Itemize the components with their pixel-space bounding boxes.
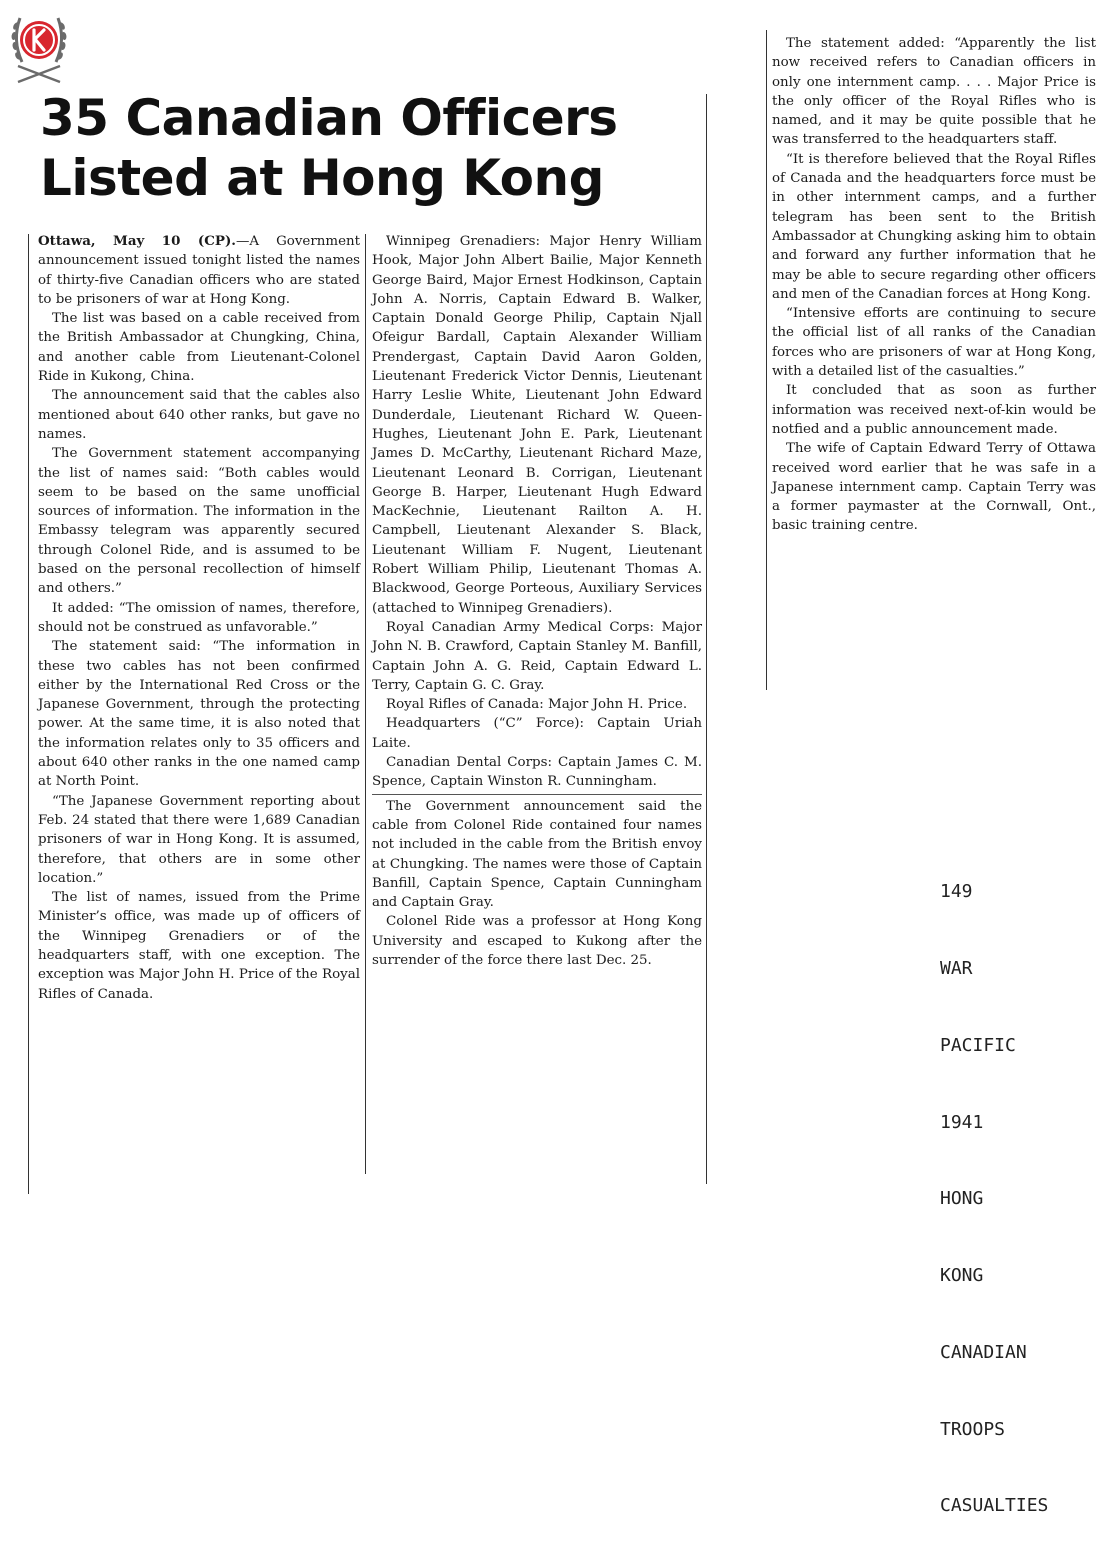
paragraph: Royal Canadian Army Medical Corps: Major John N. B. Crawford, Captain Stanley M. Banfill, Captain John A. G. Reid, Captain Edward L. Terry, Captain G. C. Gray. [372, 619, 702, 693]
column-rule-right [706, 94, 707, 1184]
paragraph: The announcement said that the cables also mentioned about 640 other ranks, but gave no names. [38, 388, 360, 442]
tag-line: CASUALTIES [940, 1495, 1049, 1517]
paragraph: Headquarters (“C” Force): Captain Uriah Laite. [372, 716, 702, 751]
column-rule-middle [365, 234, 366, 1174]
paragraph: Ottawa, May 10 (CP).—A Government announcement issued tonight listed the names of thirty-five Canadian officers who are stated to be prisoners of war at Hong Kong. [38, 233, 360, 307]
tag-line: KONG [940, 1265, 984, 1287]
paragraph: Royal Rifles of Canada: Major John H. Price. [386, 697, 688, 713]
column-rule-left [28, 234, 29, 1194]
paragraph: “The Japanese Government reporting about Feb. 24 stated that there were 1,689 Canadian prisoners of war in Hong Kong. It is assumed, therefore, that others are in some other location.” [38, 793, 360, 886]
article-column-1 [38, 232, 360, 1004]
k-laurel-logo-icon [8, 6, 70, 88]
headline [40, 88, 710, 208]
tag-line: CANADIAN [940, 1341, 1027, 1363]
archive-tags [940, 828, 1048, 1545]
paragraph: Canadian Dental Corps: Captain James C. M. Spence, Captain Winston R. Cunningham. [372, 755, 702, 790]
article-column-3 [772, 34, 1096, 536]
paragraph: “It is therefore believed that the Royal Rifles of Canada and the headquarters force must be in other internment camps, and a further telegram has been sent to the British Ambassador at Chungking asking him to obtain and forward any further information that he may be able to secure regarding other officers and men of the Canadian forces at Hong Kong. [772, 151, 1096, 302]
paragraph: The statement added: “Apparently the list now received refers to Canadian officers in only one internment camp. . . . Major Price is the only officer of the Royal Rifles who is named, and it may be quite possible that he was transferred to the headquarters staff. [772, 36, 1096, 148]
dateline: Ottawa, May 10 (CP). [38, 233, 236, 249]
paragraph: The wife of Captain Edward Terry of Ottawa received word earlier that he was safe in a Japanese internment camp. Captain Terry was a former paymaster at the Cornwall, Ont., basic training centre. [772, 441, 1096, 534]
tag-line: 1941 [940, 1111, 984, 1133]
article-column-2 [372, 232, 702, 970]
paragraph: The list was based on a cable received from the British Ambassador at Chungking, China, and another cable from Lieutenant-Colonel Ride in Kukong, China. [38, 311, 360, 385]
tag-line: HONG [940, 1188, 984, 1210]
divider [372, 794, 702, 795]
tag-number: 149 [940, 881, 973, 903]
paragraph: It added: “The omission of names, therefore, should not be construed as unfavorable.” [38, 600, 360, 635]
column-rule-far [766, 30, 767, 690]
paragraph: “Intensive efforts are continuing to secure the official list of all ranks of the Canadian forces who are prisoners of war at Hong Kong, with a detailed list of the casualties.” [772, 306, 1096, 380]
paragraph: The Government statement accompanying the list of names said: “Both cables would seem to be based on the same unofficial sources of information. The information in the Embassy telegram was apparently secured through Colonel Ride, and is assumed to be based on the personal recollection of himself and others.” [38, 446, 360, 597]
headline-line-1: 35 Canadian Officers [40, 89, 618, 147]
headline-line-2: Listed at Hong Kong [40, 149, 604, 207]
paragraph: It concluded that as soon as further information was received next-of-kin would be notfied and a public announcement made. [772, 383, 1096, 437]
tag-line: TROOPS [940, 1418, 1006, 1440]
tag-line: WAR [940, 957, 973, 979]
article-clipping-left [28, 84, 710, 1184]
paragraph: The statement said: “The information in these two cables has not been confirmed either by the International Red Cross or the Japanese Government, through the protecting power. At the same time, it is also noted that the information relates only to 35 officers and about 640 other ranks in the one named camp at North Point. [38, 639, 360, 790]
paragraph: Winnipeg Grenadiers: Major Henry William Hook, Major John Albert Bailie, Major Kenneth George Baird, Major Ernest Hodkinson, Captain John A. Norris, Captain Edward B. Walker, Captain Donald George Philip, Captain Njall Ofeigur Bardall, Captain Alexander William Prendergast, Captain David Aaron Golden, Lieutenant Frederick Victor Dennis, Lieutenant Harry Leslie White, Lieutenant John Edward Dunderdale, Lieutenant Richard W. Queen-Hughes, Lieutenant John E. Park, Lieutenant James D. McCarthy, Lieutenant Richard Maze, Lieutenant Leonard B. Corrigan, Lieutenant George B. Harper, Lieutenant Hugh Edward MacKechnie, Lieutenant Railton A. H. Campbell, Lieutenant Alexander S. Black, Lieutenant William F. Nugent, Lieutenant Robert William Philip, Lieutenant Thomas A. Blackwood, George Porteous, Auxiliary Services (attached to Winnipeg Grenadiers). [372, 234, 702, 616]
paragraph: The Government announcement said the cable from Colonel Ride contained four names not included in the cable from the British envoy at Chungking. The names were those of Captain Banfill, Captain Spence, Captain Cunningham and Captain Gray. [372, 798, 702, 911]
paragraph: Colonel Ride was a professor at Hong Kong University and escaped to Kukong after the surrender of the force there last Dec. 25. [372, 914, 702, 968]
paragraph: The list of names, issued from the Prime Minister’s office, was made up of officers of the Winnipeg Grenadiers or of the headquarters staff, with one exception. The exception was Major John H. Price of the Royal Rifles of Canada. [38, 890, 360, 1002]
tag-line: PACIFIC [940, 1034, 1016, 1056]
